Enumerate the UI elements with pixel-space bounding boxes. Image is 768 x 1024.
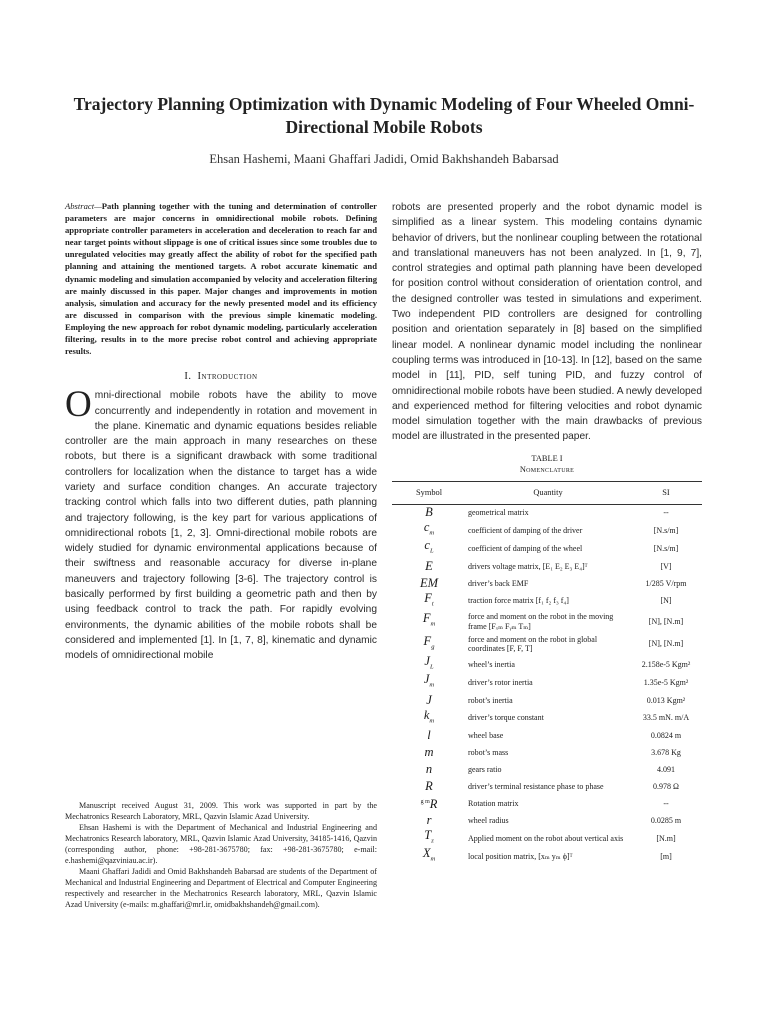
si-cell: 4.091 <box>657 765 675 775</box>
symbol-cell <box>392 504 466 522</box>
symbol-prescript: g m <box>420 799 430 806</box>
symbol: F <box>424 590 432 605</box>
section-heading <box>65 371 377 382</box>
symbol-cell <box>392 745 466 762</box>
symbol: B <box>425 505 433 520</box>
si-cell: [N] <box>660 596 672 606</box>
table-row <box>392 779 702 796</box>
table-row <box>392 504 702 522</box>
symbol-subscript: m <box>429 681 435 689</box>
symbol-cell <box>392 522 466 540</box>
symbol: k <box>423 707 430 722</box>
quantity-cell: wheel’s inertia <box>468 659 515 669</box>
si-cell: 2.158e-5 Kgm² <box>641 659 691 669</box>
table-row <box>392 848 702 866</box>
section-number: I. <box>184 371 192 383</box>
intro-paragraph <box>65 384 377 663</box>
footnote: Ehsan Hashemi is with the Department of Mechanical and Industrial Engineering and Mechatronics Research laboratory, MRL, Qazvin Islamic Azad University, 34185-1416, Qazvin (corresponding author, phone: +98-281-3675780; fax: +98-281-3675780; e-mail: e.hashemi@qazviniau.ac.ir). <box>65 823 377 865</box>
table-row <box>392 633 702 656</box>
si-cell: 0.0285 m <box>650 816 682 826</box>
right-paragraph: robots are presented properly and the robot dynamic model is simplified as a linear system. This modeling contains dynamic behavior of drivers, but the nonlinear coupling between the rotational and translational maneuvers has not been analyzed. In [1, 9, 7], control strategies and optimal path planning have been developed for position control without consideration of orientation control, and the designed controller was tested in simulations and experiment. Two independent PID controllers are designed for controlling position and orientation separately in [8] based on the simplified linear model. A nonlinear dynamic model including the nonlinear coupling terms was introduced in [10-13]. In [12], based on the same model in [11], PID, self tuning PID, and fuzzy control of omnidirectional mobile robots have been studied. A newly developed and experienced method for filtering velocities and robot dynamic model simulation together with the main drawbacks of previous model are illustrated in the presented paper. <box>392 202 702 443</box>
si-cell: [N.m] <box>656 833 676 843</box>
table-row <box>392 745 702 762</box>
symbol-subscript: m <box>429 529 435 537</box>
section-title: Introduction <box>197 371 258 383</box>
table-label: TABLE I <box>531 453 563 463</box>
table-row <box>392 575 702 592</box>
symbol: c <box>423 520 430 535</box>
quantity-cell: gears ratio <box>468 765 502 775</box>
symbol: F <box>423 633 432 648</box>
quantity-cell: geometrical matrix <box>468 508 529 518</box>
symbol-cell <box>392 830 466 848</box>
symbol: J <box>424 654 430 669</box>
drop-cap: O <box>65 384 92 426</box>
symbol-cell <box>392 575 466 592</box>
si-cell: 0.978 Ω <box>653 782 679 792</box>
table-title: Nomenclature <box>519 464 575 474</box>
symbol-cell <box>392 709 466 727</box>
si-cell: -- <box>663 508 669 518</box>
table-row <box>392 762 702 779</box>
quantity-cell: coefficient of damping of the wheel <box>468 544 583 554</box>
footnote: Manuscript received August 31, 2009. This work was supported in part by the Mechatronics Research Laboratory, MRL, Qazvin Islamic Azad University. <box>65 801 377 821</box>
table-row <box>392 610 702 633</box>
table-row <box>392 709 702 727</box>
symbol: R <box>425 779 433 794</box>
quantity-cell: local position matrix, [xₘ yₘ ϕ]ᵀ <box>468 852 573 862</box>
si-cell: [N], [N.m] <box>648 639 684 649</box>
symbol-subscript: t <box>431 600 434 608</box>
symbol-cell <box>392 813 466 830</box>
symbol: T <box>424 828 432 843</box>
paper-authors: Ehsan Hashemi, Maani Ghaffari Jadidi, Omid Bakhshandeh Babarsad <box>209 152 559 166</box>
symbol-cell <box>392 633 466 656</box>
table-caption <box>392 453 702 475</box>
symbol: l <box>427 728 431 743</box>
abstract-text: Path planning together with the tuning and determination of controller parameters are major concerns in omnidirectional mobile robots. Defining appropriate controller parameters in acceleration and deceleration to reach far and near target points without slippage is one of critical issues since some troubles due to unregulated velocities may greatly affect the ability of robot for the specified path planning and attaining the mentioned targets. A robot accurate kinematic and dynamic modeling and simulation accompanied by velocity and acceleration filtering are mainly discussed in this paper. Major changes and improvements in motion analysis, simulation and accuracy for the newly presented model and its efficiency are discussed in comparison with the previous simple kinematic modeling. Employing the new approach for robot dynamic modeling, particularly acceleration filtering, results in to the more precise robot control and achieving appropriate results. <box>65 201 377 357</box>
symbol: E <box>425 558 433 573</box>
si-cell: [m] <box>660 852 672 862</box>
symbol-cell <box>392 592 466 610</box>
symbol-subscript: z <box>431 837 434 845</box>
symbol: m <box>424 745 434 760</box>
si-cell: [V] <box>660 561 672 571</box>
quantity-cell: drivers voltage matrix, [E₁ E₂ E₃ E₄]ᵀ <box>468 561 588 571</box>
table-body <box>392 504 702 866</box>
symbol-subscript: g <box>431 643 435 651</box>
symbol: EM <box>419 575 439 590</box>
symbol: c <box>424 538 430 553</box>
column-header-si: SI <box>630 481 702 504</box>
abstract <box>65 200 377 357</box>
quantity-cell: force and moment on the robot in the moving frame [Fₓₘ Fᵧₘ Tₘ] <box>468 611 614 631</box>
symbol-cell <box>392 728 466 745</box>
symbol-subscript: m <box>429 717 435 725</box>
table-row <box>392 728 702 745</box>
quantity-cell: Rotation matrix <box>468 799 519 809</box>
symbol-cell <box>392 848 466 866</box>
table-row <box>392 522 702 540</box>
left-column <box>65 200 377 664</box>
si-cell: [N.s/m] <box>653 525 679 535</box>
quantity-cell: driver’s torque constant <box>468 713 544 723</box>
footnotes <box>65 800 377 910</box>
symbol: R <box>429 797 438 812</box>
symbol-cell <box>392 796 466 813</box>
symbol: r <box>426 813 432 828</box>
paper-title: Trajectory Planning Optimization with Dynamic Modeling of Four Wheeled Omni-Directional Mobile Robots <box>73 94 695 137</box>
symbol: n <box>425 762 433 777</box>
table-row <box>392 796 702 813</box>
si-cell: 3.678 Kg <box>651 748 681 758</box>
table-row <box>392 656 702 674</box>
symbol-cell <box>392 692 466 709</box>
footnote: Maani Ghaffari Jadidi and Omid Bakhshandeh Babarsad are students of the Department of Mechanical and Industrial Engineering and Department of Electrical and Computer Engineering respectively and researcher in the Mechatronics Research laboratory, MRL, Qazvin Islamic Azad University (e-mails: m.ghaffari@mrl.ir, omidbakhshandeh@gmail.com). <box>65 867 377 909</box>
quantity-cell: driver’s terminal resistance phase to phase <box>468 782 604 792</box>
si-cell: [N.s/m] <box>653 544 679 554</box>
symbol-cell <box>392 674 466 692</box>
intro-text: mni-directional mobile robots have the ability to move concurrently and independently in rotation and movement in the plane. Kinematic and dynamic equations besides reliable controller are the main approach in many researches on these robots, but there is a significant drawback with some traditional controllers for localization when the distance to target has a wide variety and surface condition changes. An accurate trajectory tracking control which falls into two different duties, path planning and trajectory following, is the key part for various applications of omnidirectional robots [1, 2, 3]. Omni-directional mobile robots are widely studied for dynamic environmental applications because of their swiftness and reasonable accuracy for diverse in-plane maneuvers and trajectory following [3-6]. The trajectory control is basically performed by first building a geometric path and then by using feedback control to track the path. For rapidly evolving environments, the dynamic abilities of the mobile robots shall be considered and implemented [1]. In [1, 7, 8], kinematic and dynamic models of omnidirectional mobile <box>65 390 377 662</box>
si-cell: -- <box>663 799 669 809</box>
symbol: X <box>422 846 431 861</box>
table-row <box>392 592 702 610</box>
table-row <box>392 558 702 575</box>
symbol-subscript: L <box>429 663 434 671</box>
symbol: J <box>423 672 430 687</box>
quantity-cell: traction force matrix [f₁ f₂ f₃ f₄] <box>468 596 569 606</box>
si-cell: 33.5 mN. m/A <box>642 713 690 723</box>
quantity-cell: Applied moment on the robot about vertical axis <box>468 833 624 843</box>
symbol-cell <box>392 656 466 674</box>
quantity-cell: robot’s inertia <box>468 695 513 705</box>
quantity-cell: robot’s mass <box>468 748 509 758</box>
quantity-cell: force and moment on the robot in global coordinates [F, F, T] <box>468 634 598 654</box>
symbol-subscript: m <box>430 620 436 628</box>
symbol-subscript: L <box>429 547 434 555</box>
table-row <box>392 674 702 692</box>
symbol-cell <box>392 762 466 779</box>
quantity-cell: wheel base <box>468 731 504 741</box>
symbol-cell <box>392 540 466 558</box>
column-header-symbol: Symbol <box>392 481 466 504</box>
si-cell: 1/285 V/rpm <box>645 578 687 588</box>
abstract-lead: Abstract— <box>65 201 102 211</box>
table-row <box>392 813 702 830</box>
table-row <box>392 692 702 709</box>
quantity-cell: driver’s rotor inertia <box>468 678 533 688</box>
table-row <box>392 830 702 848</box>
symbol-subscript: m <box>430 855 436 863</box>
right-column <box>392 200 702 866</box>
table-row <box>392 540 702 558</box>
symbol: F <box>422 611 431 626</box>
quantity-cell: driver’s back EMF <box>468 578 529 588</box>
quantity-cell: coefficient of damping of the driver <box>468 525 583 535</box>
symbol-cell <box>392 610 466 633</box>
si-cell: 0.0824 m <box>650 731 682 741</box>
symbol-cell <box>392 558 466 575</box>
nomenclature-table <box>392 481 702 866</box>
symbol: J <box>426 692 432 707</box>
si-cell: 0.013 Kgm² <box>646 695 686 705</box>
si-cell: [N], [N.m] <box>648 616 684 626</box>
si-cell: 1.35e-5 Kgm² <box>643 678 689 688</box>
quantity-cell: wheel radius <box>468 816 509 826</box>
symbol-cell <box>392 779 466 796</box>
column-header-quantity: Quantity <box>466 481 630 504</box>
